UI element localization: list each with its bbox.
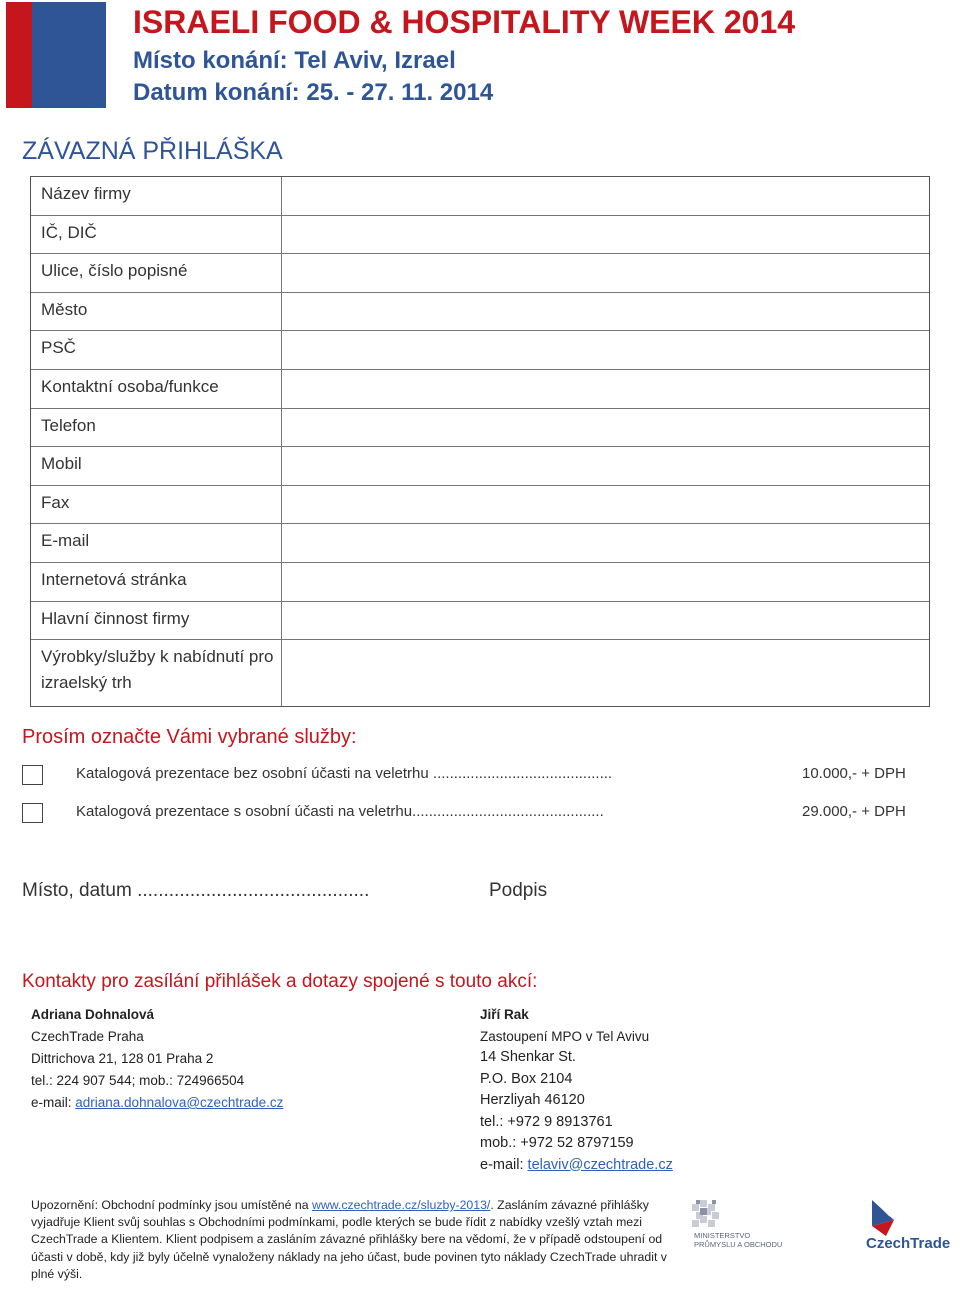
- event-title: ISRAELI FOOD & HOSPITALITY WEEK 2014: [133, 4, 796, 40]
- contact-org: Zastoupení MPO v Tel Avivu: [480, 1028, 650, 1044]
- fax-field[interactable]: [282, 486, 929, 524]
- terms-link[interactable]: www.czechtrade.cz/sluzby-2013/: [311, 1198, 491, 1212]
- field-label: Fax: [31, 486, 282, 524]
- form-row-phone: [31, 409, 929, 448]
- contact-email-line: [31, 1092, 283, 1114]
- form-title: ZÁVAZNÁ PŘIHLÁŠKA: [22, 137, 283, 165]
- form-row-ic-dic: [31, 216, 929, 255]
- contact-card-tel-aviv: [480, 1004, 673, 1176]
- contact-email-link[interactable]: telaviv@czechtrade.cz: [527, 1156, 673, 1173]
- contact-card-prague: [31, 1004, 283, 1114]
- terms-text: . Zasláním závazné přihlášky vyjadřuje Klient svůj souhlas s Obchodními podmínkami, podle kterých se bude řídit z nabídky vzešlý vztah mezi CzechTrade a Klientem. Klient podpisem a zasláním závazné přihlášky bere na vědomí, že v případě odstoupení od účasti v době, kdy již byly účelně vynaloženy náklady na jeho účast, bude povinen tyto náklady CzechTrade uhradit v plné výši.: [31, 1198, 667, 1281]
- contact-email-link[interactable]: adriana.dohnalova@czechtrade.cz: [75, 1095, 284, 1110]
- form-row-zip: [31, 331, 929, 370]
- contact-city: Herzliyah 46120: [480, 1092, 585, 1108]
- email-field[interactable]: [282, 524, 929, 562]
- flag-blue-block: [32, 2, 106, 108]
- mpo-logo-line2: PRŮMYSLU A OBCHODU: [694, 1240, 783, 1249]
- event-place: Místo konání: Tel Aviv, Izrael: [133, 47, 456, 74]
- contact-street: 14 Shenkar St.: [480, 1049, 576, 1065]
- contact-name: Adriana Dohnalová: [31, 1007, 155, 1022]
- form-row-website: [31, 563, 929, 602]
- main-activity-field[interactable]: [282, 602, 929, 640]
- contact-phone: tel.: 224 907 544; mob.: 724966504: [31, 1073, 245, 1088]
- flag-red-stripe: [6, 2, 32, 108]
- event-date: Datum konání: 25. - 27. 11. 2014: [133, 79, 494, 106]
- czechtrade-logo-text: CzechTrade: [866, 1235, 951, 1252]
- city-field[interactable]: [282, 293, 929, 331]
- czechtrade-logo: [864, 1196, 954, 1256]
- field-label: Město: [31, 293, 282, 331]
- field-label: Internetová stránka: [31, 563, 282, 601]
- field-label: Kontaktní osoba/funkce: [31, 370, 282, 408]
- registration-form-table: [30, 176, 930, 707]
- signature-label: Podpis: [489, 880, 548, 901]
- service-option-catalog-without-attendance: [22, 763, 922, 787]
- form-row-mobile: [31, 447, 929, 486]
- mobile-field[interactable]: [282, 447, 929, 485]
- service-label: Katalogová prezentace bez osobní účasti na veletrhu ...........................................: [76, 765, 613, 782]
- contact-phone: tel.: +972 9 8913761: [480, 1113, 613, 1130]
- zip-field[interactable]: [282, 331, 929, 369]
- contact-mobile: mob.: +972 52 8797159: [480, 1135, 634, 1151]
- terms-notice: [31, 1197, 671, 1283]
- service-checkbox[interactable]: [22, 803, 43, 823]
- service-option-catalog-with-attendance: [22, 801, 922, 825]
- services-title: Prosím označte Vámi vybrané služby:: [22, 726, 357, 748]
- field-label: Hlavní činnost firmy: [31, 602, 282, 640]
- form-row-company-name: [31, 177, 929, 216]
- field-label: IČ, DIČ: [31, 216, 282, 254]
- field-label: PSČ: [31, 331, 282, 369]
- mpo-logo-line1: MINISTERSTVO: [694, 1231, 751, 1240]
- email-label: e-mail:: [480, 1156, 528, 1173]
- mpo-logo: [690, 1196, 805, 1256]
- contact-org: CzechTrade Praha: [31, 1029, 144, 1044]
- service-price: 10.000,- + DPH: [802, 765, 906, 782]
- form-row-city: [31, 293, 929, 332]
- place-date-line: Místo, datum ............................................: [22, 880, 370, 901]
- contact-email-line: [480, 1155, 673, 1177]
- street-field[interactable]: [282, 254, 929, 292]
- contact-person-field[interactable]: [282, 370, 929, 408]
- field-label: Výrobky/služby k nabídnutí pro izraelský trh: [31, 640, 282, 706]
- company-name-field[interactable]: [282, 177, 929, 215]
- form-row-fax: [31, 486, 929, 525]
- phone-field[interactable]: [282, 409, 929, 447]
- ic-dic-field[interactable]: [282, 216, 929, 254]
- contact-address: Dittrichova 21, 128 01 Praha 2: [31, 1051, 214, 1066]
- service-label: Katalogová prezentace s osobní účasti na veletrhu..............................................: [76, 803, 604, 820]
- form-row-street: [31, 254, 929, 293]
- field-label: Mobil: [31, 447, 282, 485]
- email-label: e-mail:: [31, 1095, 76, 1110]
- website-field[interactable]: [282, 563, 929, 601]
- contact-name: Jiří Rak: [480, 1007, 529, 1022]
- field-label: Název firmy: [31, 177, 282, 215]
- service-checkbox[interactable]: [22, 765, 43, 785]
- contact-po-box: P.O. Box 2104: [480, 1070, 573, 1087]
- form-row-products: [31, 640, 929, 706]
- form-row-email: [31, 524, 929, 563]
- terms-prefix: Upozornění: Obchodní podmínky jsou umístěné na: [31, 1198, 312, 1212]
- form-row-main-activity: [31, 602, 929, 641]
- field-label: E-mail: [31, 524, 282, 562]
- service-price: 29.000,- + DPH: [802, 803, 906, 820]
- products-field[interactable]: [282, 640, 929, 706]
- flag-decoration: [6, 2, 106, 108]
- field-label: Ulice, číslo popisné: [31, 254, 282, 292]
- contacts-title: Kontakty pro zasílání přihlášek a dotazy spojené s touto akcí:: [22, 971, 538, 992]
- form-row-contact-person: [31, 370, 929, 409]
- field-label: Telefon: [31, 409, 282, 447]
